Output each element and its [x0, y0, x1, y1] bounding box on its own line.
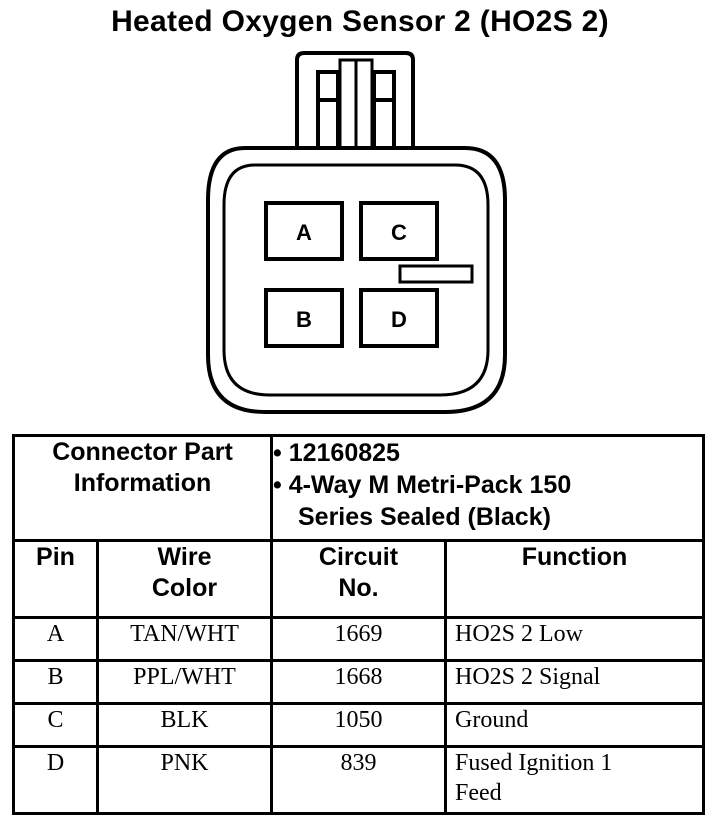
part-number: • 12160825 — [273, 439, 400, 467]
wire-color-cell: PPL/WHT — [98, 661, 272, 704]
circuit-cell: 1050 — [272, 704, 446, 747]
wire-color-cell: TAN/WHT — [98, 618, 272, 661]
function-line1: Fused Ignition 1 — [455, 750, 613, 776]
function-cell — [446, 747, 704, 814]
pin-label-d: D — [391, 307, 407, 332]
pin-label-c: C — [391, 220, 407, 245]
circuit-cell: 1668 — [272, 661, 446, 704]
header-wire-color — [98, 541, 272, 618]
wire-color-cell: PNK — [98, 747, 272, 814]
table-row — [14, 704, 704, 747]
pin-cell: A — [14, 618, 98, 661]
connector-part-label — [14, 436, 272, 541]
connector-part-label-line1: Connector Part — [52, 438, 233, 466]
column-header-row — [14, 541, 704, 618]
pin-cavity-b — [266, 290, 342, 346]
connector-latch — [297, 53, 413, 148]
header-pin — [14, 541, 98, 618]
header-pin-text: Pin — [36, 543, 75, 571]
table-row — [14, 661, 704, 704]
header-circuit-line2: No. — [338, 574, 379, 602]
function-cell: HO2S 2 Signal — [446, 661, 704, 704]
wire-color-cell: BLK — [98, 704, 272, 747]
header-function — [446, 541, 704, 618]
function-line2: Feed — [455, 780, 502, 806]
table-row — [14, 618, 704, 661]
pin-cavity-c — [361, 203, 437, 259]
circuit-cell: 1669 — [272, 618, 446, 661]
header-wire-color-line1: Wire — [157, 543, 212, 571]
diagram-title: Heated Oxygen Sensor 2 (HO2S 2) — [111, 5, 609, 38]
header-function-text: Function — [521, 543, 628, 571]
connector-type: • 4-Way M Metri-Pack 150 — [273, 471, 572, 499]
header-circuit-no — [272, 541, 446, 618]
pin-cavity-d — [361, 290, 437, 346]
pin-cavity-a — [266, 203, 342, 259]
keying-slot — [400, 266, 472, 282]
function-cell: HO2S 2 Low — [446, 618, 704, 661]
connector-series: Series Sealed (Black) — [298, 503, 551, 531]
connector-part-row — [14, 436, 704, 541]
header-wire-color-line2: Color — [151, 574, 218, 602]
circuit-cell: 839 — [272, 747, 446, 814]
pin-cell: B — [14, 661, 98, 704]
pin-label-b: B — [296, 307, 312, 332]
header-circuit-line1: Circuit — [318, 543, 399, 571]
connector-part-values — [272, 436, 704, 541]
connector-part-label-line2: Information — [73, 469, 212, 497]
connector-info-table — [12, 434, 705, 815]
pin-label-a: A — [296, 220, 312, 245]
pin-cell: D — [14, 747, 98, 814]
pin-cell: C — [14, 704, 98, 747]
table-row — [14, 747, 704, 814]
function-cell: Ground — [446, 704, 704, 747]
